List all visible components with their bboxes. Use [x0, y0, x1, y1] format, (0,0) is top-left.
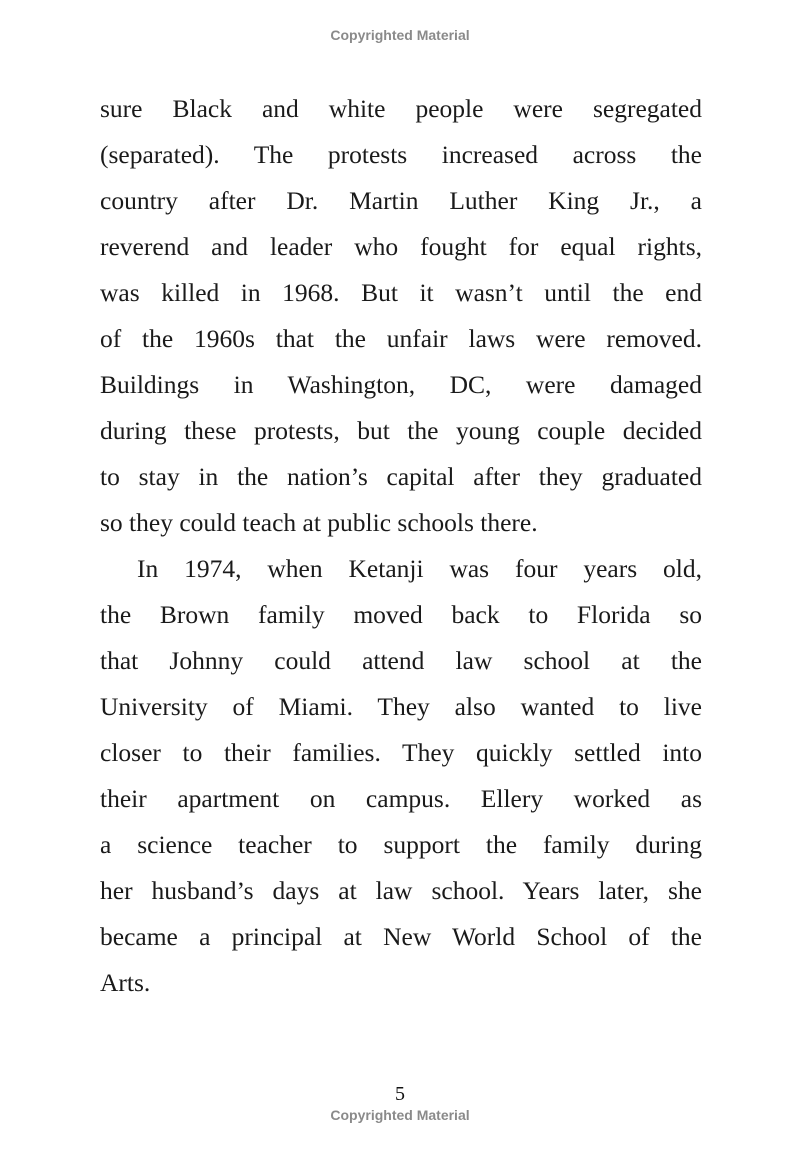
text-line: to stay in the nation’s capital after they graduated: [100, 462, 702, 491]
text-line: University of Miami. They also wanted to live: [100, 692, 702, 721]
text-line: was killed in 1968. But it wasn’t until the end: [100, 278, 702, 307]
text-line: Arts.: [100, 968, 151, 997]
body-text: [100, 89, 702, 1009]
text-line: sure Black and white people were segregated: [100, 94, 702, 123]
text-line: the Brown family moved back to Florida so: [100, 600, 702, 629]
text-line: Buildings in Washington, DC, were damaged: [100, 370, 702, 399]
text-line: of the 1960s that the unfair laws were removed.: [100, 324, 702, 353]
text-line: a science teacher to support the family during: [100, 830, 702, 859]
text-line: country after Dr. Martin Luther King Jr., a: [100, 186, 702, 215]
text-line: so they could teach at public schools there.: [100, 508, 538, 537]
page-number: 5: [395, 1083, 405, 1105]
text-line: closer to their families. They quickly settled into: [100, 738, 702, 767]
text-line: became a principal at New World School of the: [100, 922, 702, 951]
paragraph: [100, 549, 702, 1009]
text-line: during these protests, but the young couple decided: [100, 416, 702, 445]
copyright-footer: Copyrighted Material: [330, 1107, 470, 1123]
text-line: that Johnny could attend law school at the: [100, 646, 702, 675]
text-line: reverend and leader who fought for equal rights,: [100, 232, 702, 261]
text-line: (separated). The protests increased across the: [100, 140, 702, 169]
copyright-header: Copyrighted Material: [330, 27, 470, 43]
text-line: In 1974, when Ketanji was four years old,: [137, 554, 702, 583]
text-line: their apartment on campus. Ellery worked as: [100, 784, 702, 813]
text-line: her husband’s days at law school. Years later, she: [100, 876, 702, 905]
paragraph: [100, 89, 702, 549]
